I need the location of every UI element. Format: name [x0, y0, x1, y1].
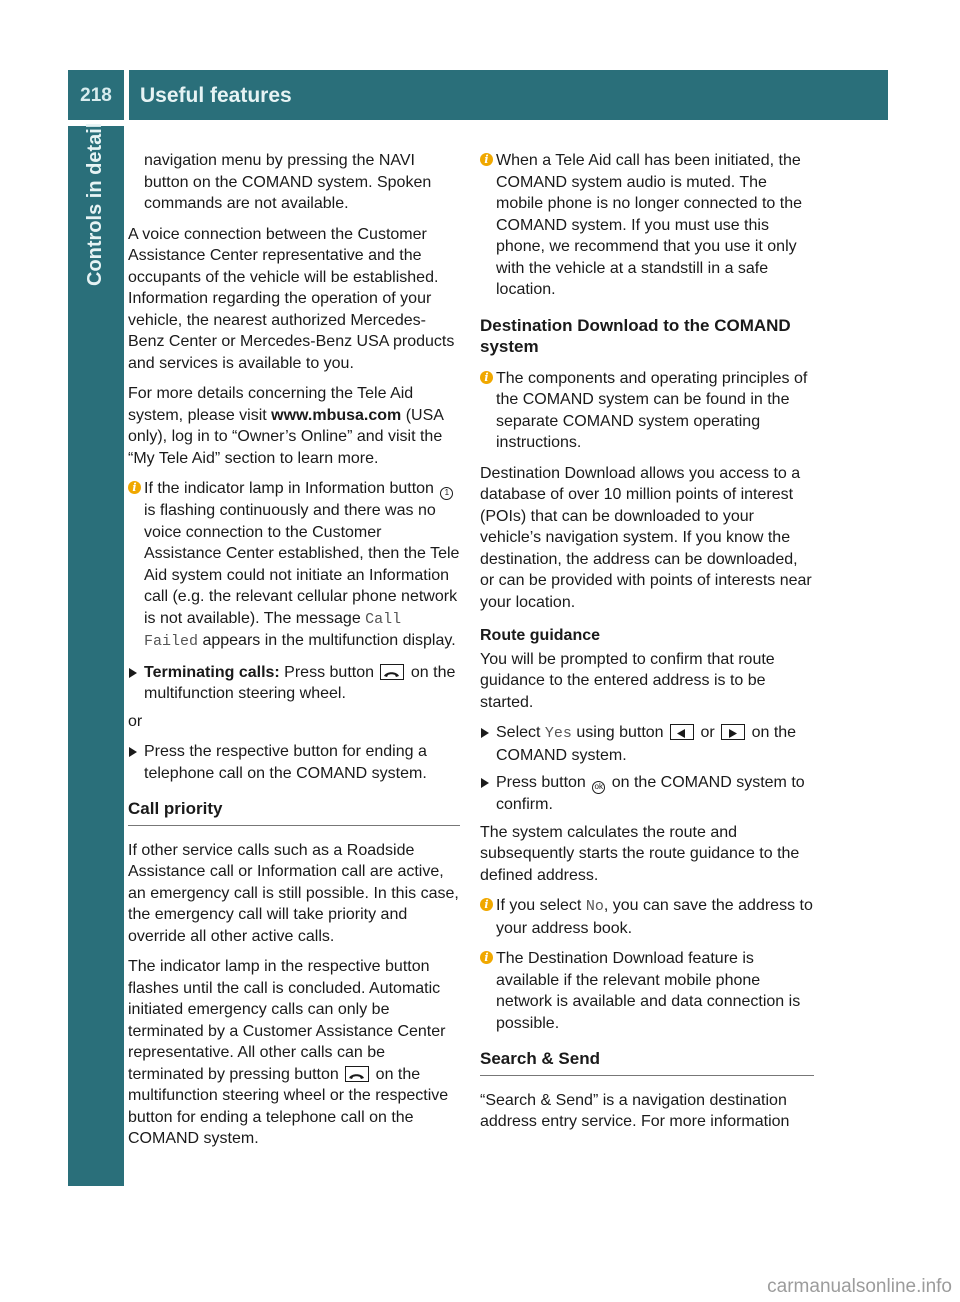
right-column [480, 150, 814, 1142]
ok-button-icon: ok [592, 781, 605, 794]
option-no: No [585, 898, 604, 915]
header-divider [124, 70, 129, 120]
end-call-button-icon [380, 664, 404, 680]
step-item: Press the respective button for ending a telephone call on the COMAND system. [128, 741, 460, 784]
display-message: Call Failed [144, 610, 402, 650]
website-link[interactable]: www.mbusa.com [271, 406, 402, 424]
paragraph: The indicator lamp in the respective button flashes until the call is concluded. Automatic initiated emergency calls can only be terminated by a Customer Assistance Center representative. All other calls can be terminated by pressing button on the multifunction steering wheel or the respective button for ending a telephone call on the COMAND system. [128, 958, 449, 1147]
step-item: Press button ok on the COMAND system to confirm. [480, 772, 814, 816]
end-call-button-icon [345, 1066, 369, 1082]
right-arrow-button-icon [721, 724, 745, 740]
step-item: Terminating calls: Press button on the multifunction steering wheel. [128, 662, 460, 705]
paragraph: A voice connection between the Customer Assistance Center representative and the occupants of the vehicle will be established. Information regarding the operation of your vehicle, the nearest authorized Mercedes-Benz Center or Mercedes-Benz USA products and services is available to you. [128, 225, 455, 372]
left-arrow-button-icon [670, 724, 694, 740]
heading-search-send: Search & Send [480, 1048, 814, 1076]
step-arrow-icon [481, 728, 489, 738]
step-arrow-icon [481, 778, 489, 788]
info-note: i The Destination Download feature is available if the relevant mobile phone network is available and data connection is possible. [480, 948, 814, 1034]
heading-destination-download: Destination Download to the COMAND system [480, 315, 791, 356]
paragraph: navigation menu by pressing the NAVI button on the COMAND system. Spoken commands are not available. [144, 152, 432, 212]
paragraph: You will be prompted to confirm that route guidance to the entered address is to be started. [480, 650, 775, 711]
page-number: 218 [80, 85, 112, 106]
section-title: Useful features [140, 84, 292, 107]
side-tab-label-wrap [68, 122, 124, 1186]
paragraph: The system calculates the route and subsequently starts the route guidance to the defined address. [480, 823, 800, 884]
info-icon: i [480, 898, 493, 911]
step-arrow-icon [129, 747, 137, 757]
info-note: i If you select No, you can save the address to your address book. [480, 895, 814, 939]
heading-call-priority: Call priority [128, 798, 460, 826]
paragraph: Destination Download allows you access to a database of over 10 million points of interest (POIs) that can be downloaded to your vehicle’s navigation system. If you know the destination, the address can be downloaded, or can be provided with points of interests near your location. [480, 464, 812, 611]
info-icon: i [128, 481, 141, 494]
info-icon: i [480, 153, 493, 166]
side-tab-label: Controls in detail [84, 122, 106, 286]
number-one-icon: 1 [440, 487, 453, 500]
paragraph: If other service calls such as a Roadside Assistance call or Information call are active, an emergency call is still possible. In this case, the emergency call will take priority and override all other active calls. [128, 841, 459, 945]
paragraph: “Search & Send” is a navigation destination address entry service. For more information [480, 1091, 790, 1130]
heading-route-guidance: Route guidance [480, 627, 601, 644]
info-note: i When a Tele Aid call has been initiated, the COMAND system audio is muted. The mobile phone is no longer connected to the COMAND system. If you must use this phone, we recommend that you use it only with the vehicle at a standstill in a safe location. [480, 150, 814, 301]
watermark: carmanualsonline.info [767, 1276, 952, 1297]
info-note: i The components and operating principles of the COMAND system can be found in the separate COMAND system operating instructions. [480, 368, 814, 454]
info-note: i If the indicator lamp in Information button 1 is flashing continuously and there was no voice connection to the Customer Assistance Center established, then the Tele Aid system could not initiate an Information call (e.g. the relevant cellular phone network is not available). The message Call Failed appears in the multifunction display. [128, 478, 460, 653]
or-text: or [128, 712, 143, 730]
paragraph: For more details concerning the Tele Aid system, please visit www.mbusa.com (USA only), log in to “Owner’s Online” and visit the “My Tele Aid” section to learn more. [128, 385, 444, 467]
left-column [128, 150, 460, 1159]
info-icon: i [480, 951, 493, 964]
step-item: Select Yes using button or on the COMAND system. [480, 722, 814, 766]
option-yes: Yes [544, 725, 572, 742]
info-icon: i [480, 371, 493, 384]
step-arrow-icon [129, 668, 137, 678]
